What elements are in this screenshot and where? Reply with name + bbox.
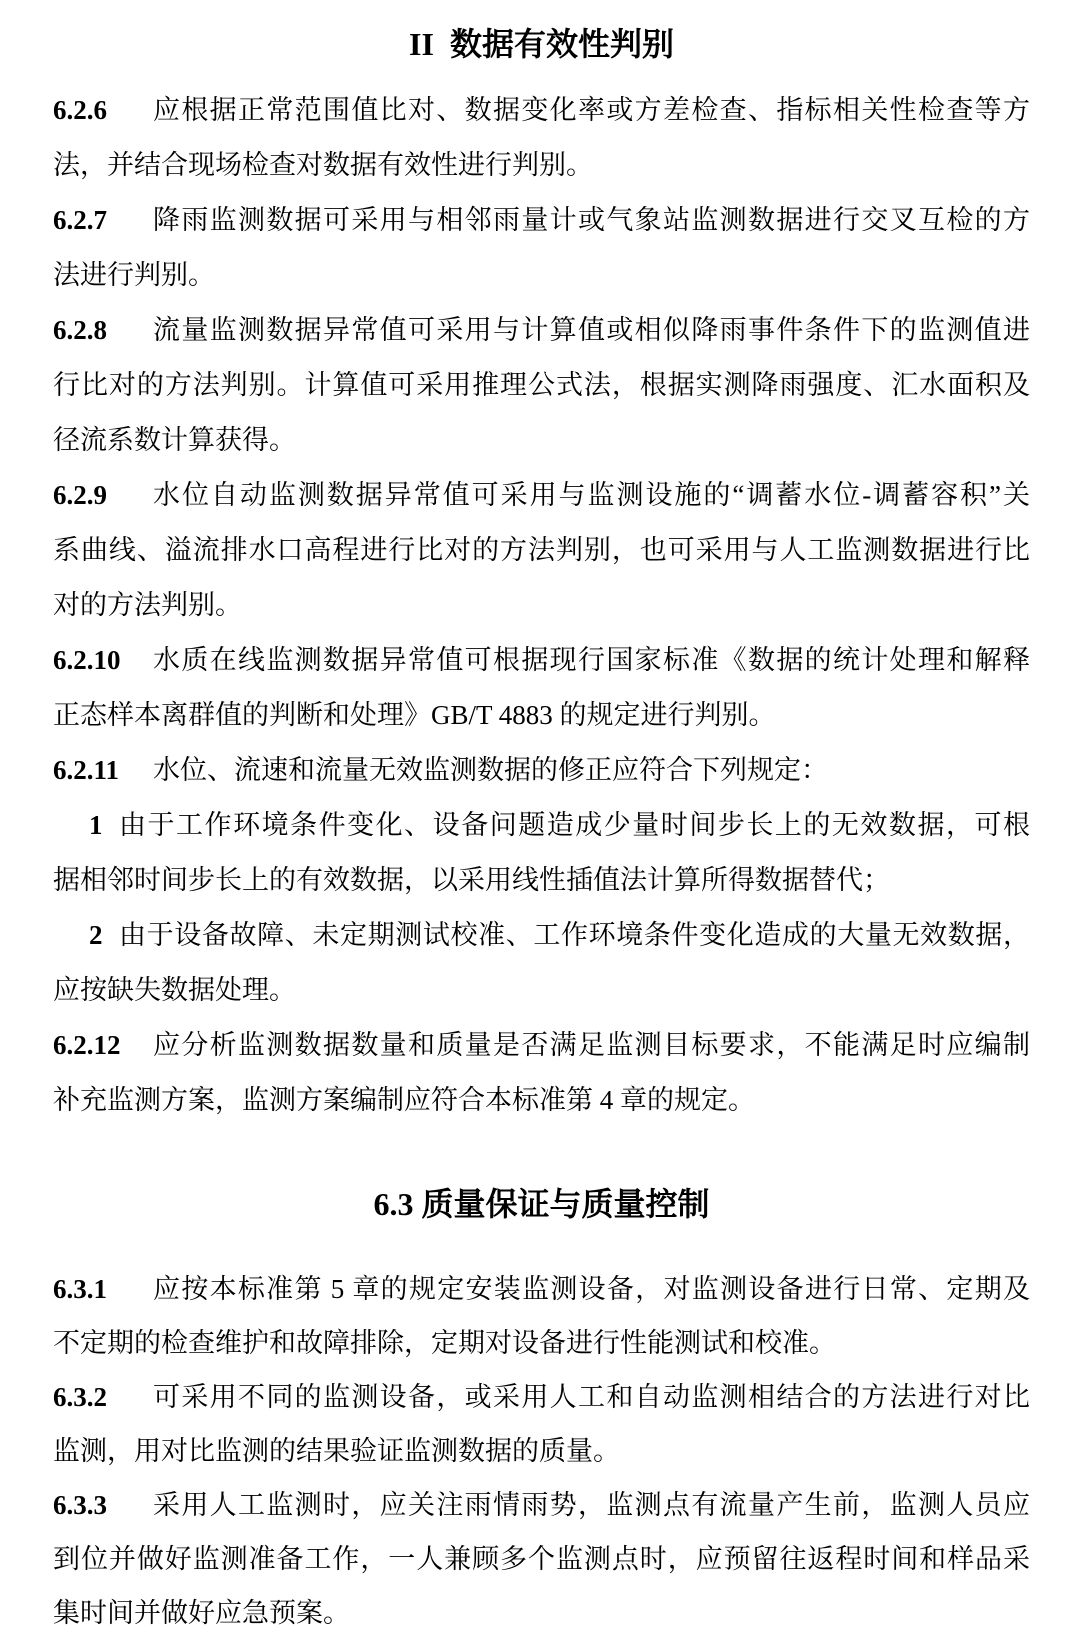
clause-text-line: 集时间并做好应急预案。 <box>53 1598 350 1628</box>
clause-text-line: 采用人工监测时，应关注雨情雨势，监测点有流量产生前，监测人员应 <box>153 1490 1030 1520</box>
clause-text-line: 补充监测方案，监测方案编制应符合本标准第 4 章的规定。 <box>53 1085 755 1115</box>
list-item-number: 1 <box>89 810 103 840</box>
section-heading-title: 数据有效性判别 <box>449 26 674 62</box>
clause-line <box>53 468 1030 523</box>
clause-line <box>53 688 1030 743</box>
clause-line <box>53 1073 1030 1128</box>
clause-line <box>53 358 1030 413</box>
clause-text-line: 径流系数计算获得。 <box>53 425 296 455</box>
list-item-line <box>53 963 1030 1018</box>
list-item-text-line: 由于工作环境条件变化、设备问题造成少量时间步长上的无效数据，可根 <box>119 810 1030 840</box>
list-item-text-line: 应按缺失数据处理。 <box>53 975 296 1005</box>
clause-line <box>53 1532 1030 1586</box>
clause-line <box>53 633 1030 688</box>
clause-text-line: 法，并结合现场检查对数据有效性进行判别。 <box>53 150 593 180</box>
clause-line <box>53 743 1030 798</box>
clause-number: 6.2.6 <box>53 95 107 125</box>
clause-6-2-6 <box>53 83 1030 193</box>
list-item-2 <box>53 908 1030 1018</box>
clause-text-line: 应根据正常范围值比对、数据变化率或方差检查、指标相关性检查等方 <box>153 95 1030 125</box>
clause-text-line: 行比对的方法判别。计算值可采用推理公式法，根据实测降雨强度、汇水面积及 <box>53 370 1030 400</box>
clause-text-line: 不定期的检查维护和故障排除，定期对设备进行性能测试和校准。 <box>53 1328 836 1358</box>
clause-text-line: 系曲线、溢流排水口高程进行比对的方法判别，也可采用与人工监测数据进行比 <box>53 535 1030 565</box>
clause-line <box>53 1018 1030 1073</box>
clause-6-2-12 <box>53 1018 1030 1128</box>
list-item-1 <box>53 798 1030 908</box>
clause-line <box>53 138 1030 193</box>
clause-text-line: 法进行判别。 <box>53 260 215 290</box>
clause-text-line: 水位、流速和流量无效监测数据的修正应符合下列规定： <box>153 755 828 785</box>
clause-line <box>53 248 1030 303</box>
clause-line <box>53 1316 1030 1370</box>
clause-6-2-11 <box>53 743 1030 1018</box>
clause-text-line: 水质在线监测数据异常值可根据现行国家标准《数据的统计处理和解释 <box>153 645 1030 675</box>
section-heading-title: 质量保证与质量控制 <box>421 1186 710 1222</box>
section-heading-number: 6.3 <box>373 1186 414 1222</box>
clause-6-2-8 <box>53 303 1030 468</box>
clause-number: 6.2.11 <box>53 755 120 785</box>
clause-line <box>53 1262 1030 1316</box>
clause-text-line: 降雨监测数据可采用与相邻雨量计或气象站监测数据进行交叉互检的方 <box>153 205 1030 235</box>
list-item-line <box>53 908 1030 963</box>
section-heading-number: II <box>409 26 434 62</box>
clause-6-2-10 <box>53 633 1030 743</box>
clause-number: 6.3.2 <box>53 1382 107 1412</box>
clause-line <box>53 578 1030 633</box>
section-heading-data-validity <box>53 16 1030 72</box>
clause-text-line: 正态样本离群值的判断和处理》GB/T 4883 的规定进行判别。 <box>53 700 776 730</box>
clause-line <box>53 523 1030 578</box>
clause-text-line: 水位自动监测数据异常值可采用与监测设施的“调蓄水位-调蓄容积”关 <box>153 480 1030 510</box>
clause-line <box>53 413 1030 468</box>
clause-line <box>53 83 1030 138</box>
clause-number: 6.2.9 <box>53 480 107 510</box>
clause-line <box>53 1586 1030 1640</box>
section-quality-assurance <box>53 1262 1030 1640</box>
clause-text-line: 到位并做好监测准备工作，一人兼顾多个监测点时，应预留往返程时间和样品采 <box>53 1544 1030 1574</box>
list-item-line <box>53 853 1030 908</box>
clause-number: 6.2.10 <box>53 645 121 675</box>
clause-line <box>53 1424 1030 1478</box>
list-item-number: 2 <box>89 920 103 950</box>
clause-number: 6.2.12 <box>53 1030 121 1060</box>
clause-line <box>53 193 1030 248</box>
clause-line <box>53 1370 1030 1424</box>
clause-text-line: 可采用不同的监测设备，或采用人工和自动监测相结合的方法进行对比 <box>153 1382 1030 1412</box>
clause-number: 6.3.3 <box>53 1490 107 1520</box>
clause-6-3-2 <box>53 1370 1030 1478</box>
list-item-line <box>53 798 1030 853</box>
clause-text-line: 应按本标准第 5 章的规定安装监测设备，对监测设备进行日常、定期及 <box>153 1274 1030 1304</box>
clause-text-line: 应分析监测数据数量和质量是否满足监测目标要求，不能满足时应编制 <box>153 1030 1030 1060</box>
clause-line <box>53 303 1030 358</box>
clause-number: 6.2.7 <box>53 205 107 235</box>
clause-6-3-1 <box>53 1262 1030 1370</box>
clause-6-2-7 <box>53 193 1030 303</box>
clause-number: 6.3.1 <box>53 1274 107 1304</box>
section-data-validity <box>53 83 1030 1128</box>
clause-6-3-3 <box>53 1478 1030 1640</box>
clause-6-2-9 <box>53 468 1030 633</box>
clause-text-line: 流量监测数据异常值可采用与计算值或相似降雨事件条件下的监测值进 <box>153 315 1030 345</box>
list-item-text-line: 据相邻时间步长上的有效数据，以采用线性插值法计算所得数据替代； <box>53 865 890 895</box>
clause-number: 6.2.8 <box>53 315 107 345</box>
list-item-text-line: 由于设备故障、未定期测试校准、工作环境条件变化造成的大量无效数据， <box>119 920 1030 950</box>
section-heading-quality-assurance <box>53 1176 1030 1232</box>
clause-text-line: 对的方法判别。 <box>53 590 242 620</box>
clause-text-line: 监测，用对比监测的结果验证监测数据的质量。 <box>53 1436 620 1466</box>
clause-line <box>53 1478 1030 1532</box>
